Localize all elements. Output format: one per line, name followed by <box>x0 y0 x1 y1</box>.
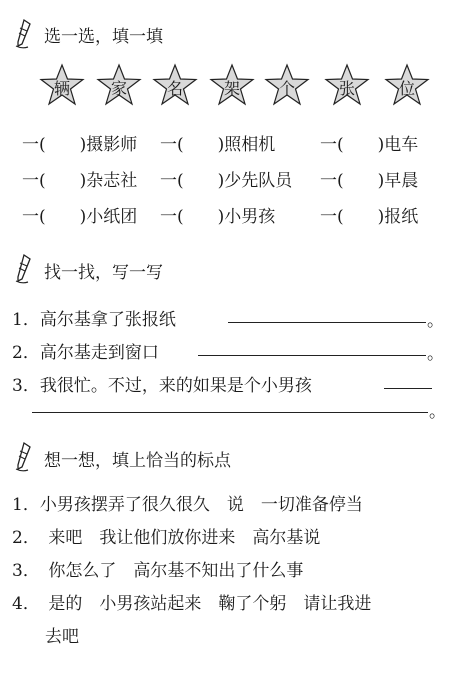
punctuation-item: 3． 你怎么了 高尔基不知出了什么事 <box>12 561 304 581</box>
fill-blank-item[interactable]: 一( )少先队员 <box>160 171 293 191</box>
sentence-item: 2．高尔基走到窗口 <box>12 343 159 363</box>
pen-icon <box>12 441 34 473</box>
pen-icon <box>12 18 34 50</box>
fill-blank-item[interactable]: 一( )杂志社 <box>22 171 138 191</box>
star-label: 架 <box>223 79 240 98</box>
sentence-item: 1．高尔基拿了张报纸 <box>12 310 176 330</box>
star-label: 名 <box>166 79 183 98</box>
star-label: 位 <box>398 79 415 98</box>
period-mark: 。 <box>429 402 446 422</box>
answer-line[interactable] <box>198 355 426 356</box>
punctuation-item-continuation: 去吧 <box>28 627 79 647</box>
fill-blank-item[interactable]: 一( )摄影师 <box>22 135 138 155</box>
measure-word-star <box>384 63 430 107</box>
fill-blank-item[interactable]: 一( )早晨 <box>320 171 419 191</box>
section-title: 想一想，填上恰当的标点 <box>44 451 231 471</box>
fill-blank-item[interactable]: 一( )小男孩 <box>160 207 276 227</box>
period-mark: 。 <box>427 311 444 331</box>
fill-blank-item[interactable]: 一( )电车 <box>320 135 419 155</box>
star-label: 家 <box>110 79 127 98</box>
measure-word-star <box>209 63 255 107</box>
sentence-item: 3．我很忙。不过，来的如果是个小男孩 <box>12 376 312 396</box>
measure-word-star <box>264 63 310 107</box>
star-label: 辆 <box>53 79 70 98</box>
punctuation-item: 2． 来吧 我让他们放你进来 高尔基说 <box>12 528 321 548</box>
section-title: 找一找，写一写 <box>44 263 163 283</box>
measure-word-star <box>39 63 85 107</box>
punctuation-item: 1．小男孩摆弄了很久很久 说 一切准备停当 <box>12 495 363 515</box>
section-title: 选一选，填一填 <box>44 27 163 47</box>
star-label: 张 <box>338 79 355 98</box>
answer-line[interactable] <box>384 388 432 389</box>
fill-blank-item[interactable]: 一( )报纸 <box>320 207 419 227</box>
pen-icon <box>12 253 34 285</box>
fill-blank-item[interactable]: 一( )照相机 <box>160 135 276 155</box>
measure-word-star <box>96 63 142 107</box>
answer-line[interactable] <box>32 412 428 413</box>
answer-line[interactable] <box>228 322 426 323</box>
fill-blank-item[interactable]: 一( )小纸团 <box>22 207 138 227</box>
star-label: 个 <box>278 79 295 98</box>
period-mark: 。 <box>427 344 444 364</box>
punctuation-item: 4． 是的 小男孩站起来 鞠了个躬 请让我进 <box>12 594 372 614</box>
measure-word-star <box>152 63 198 107</box>
measure-word-star <box>324 63 370 107</box>
